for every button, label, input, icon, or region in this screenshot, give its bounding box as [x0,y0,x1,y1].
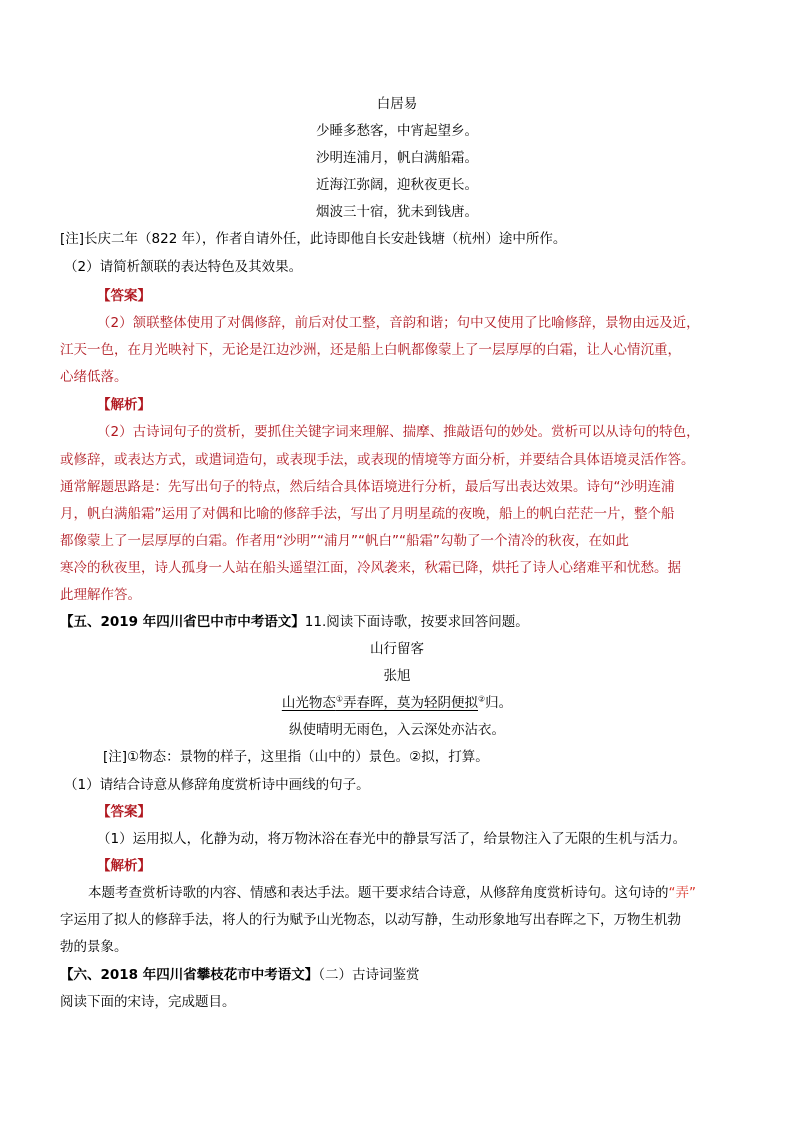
analysis-line-5: 都像蒙上了一层厚厚的白霜。作者用“沙明”“浦月”“帆白”“船霜”勾勒了一个清冷的秋夜，在如此 [60,533,629,549]
poem2-line-1 [0,693,794,713]
poem2-note: [注]①物态：景物的样子，这里指（山中的）景色。②拟，打算。 [103,749,489,765]
poem-line-4: 烟波三十宿，犹未到钱唐。 [316,204,478,220]
section5-analysis-line-3: 勃的景象。 [60,939,128,955]
analysis-line-6: 寒冷的秋夜里，诗人孤身一人站在船头遥望江面，冷风袭来，秋霜已降，烘托了诗人心绪难平和忧愁。据 [60,560,681,576]
line1-part-a: 山光物态 [281,695,336,711]
answer-label: 【答案】 [97,288,151,304]
footnote-mark-2: ② [478,694,486,704]
poem-line-2: 沙明连浦月，帆白满船霜。 [316,150,478,166]
footnote-mark-1: ① [335,694,343,704]
answer-line-1: （2）颔联整体使用了对偶修辞，前后对仗工整，音韵和谐；句中又使用了比喻修辞，景物由远及近， [97,315,700,331]
section6-subtitle: （二）古诗词鉴赏 [318,967,420,983]
line1-part-b: 弄春晖，莫为轻阴便拟 [343,695,478,711]
question-text: （2）请简析颔联的表达特色及其效果。 [64,259,303,275]
section5-heading: 【五、2019 年四川省巴中市中考语文】 [60,614,305,630]
section6-header [60,965,780,985]
underlined-sentence [282,695,478,711]
section6-task: 阅读下面的宋诗，完成题目。 [60,994,236,1010]
section5-analysis-line-1 [88,883,778,903]
analysis-line-4: 月，帆白满船霜”运用了对偶和比喻的修辞手法，写出了月明星疏的夜晚，船上的帆白茫茫一片，整个船 [60,506,675,522]
section5-task: 11.阅读下面诗歌，按要求回答问题。 [304,614,529,630]
poem-line-3: 近海江弥阔，迎秋夜更长。 [316,177,478,193]
analysis-line-3: 通常解题思路是：先写出句子的特点，然后结合具体语境进行分析，最后写出表达效果。诗句“沙明连浦 [60,479,675,495]
poem-note: [注]长庆二年（822 年），作者自请外任，此诗即他自长安赴钱塘（杭州）途中所作。 [60,231,567,247]
answer-line-2: 江天一色，在月光映衬下，无论是江边沙洲，还是船上白帆都像蒙上了一层厚厚的白霜，让人心情沉重， [60,342,681,358]
answer-line-3: 心绪低落。 [60,369,128,385]
analysis-highlight: “弄” [668,885,696,901]
section6-heading: 【六、2018 年四川省攀枝花市中考语文】 [60,967,319,983]
section5-answer-label: 【答案】 [97,804,151,820]
section5-header [60,612,780,632]
poem2-author: 张旭 [383,668,411,684]
poem2-line-2: 纵使晴明无雨色，入云深处亦沾衣。 [289,722,505,738]
analysis-line-1: （2）古诗词句子的赏析，要抓住关键字词来理解、揣摩、推敲语句的妙处。赏析可以从诗句的特色， [97,424,700,440]
analysis-label: 【解析】 [97,397,151,413]
analysis-line-2: 或修辞，或表达方式，或遣词造句，或表现手法，或表现的情境等方面分析，并要结合具体语境灵活作答。 [60,452,695,468]
section5-analysis-line-2: 字运用了拟人的修辞手法，将人的行为赋予山光物态，以动写静，生动形象地写出春晖之下，万物生机勃 [60,912,681,928]
analysis-line-7: 此理解作答。 [60,587,141,603]
section5-answer: （1）运用拟人，化静为动，将万物沐浴在春光中的静景写活了，给景物注入了无限的生机与活力。 [97,831,687,847]
poem-author: 白居易 [376,96,418,112]
poem2-title: 山行留客 [370,641,424,657]
section5-question: （1）请结合诗意从修辞角度赏析诗中画线的句子。 [64,777,370,793]
line1-part-c: 归。 [485,695,513,711]
poem-line-1: 少睡多愁客，中宵起望乡。 [316,123,478,139]
section5-analysis-label: 【解析】 [97,858,151,874]
analysis-text-1: 本题考查赏析诗歌的内容、情感和表达手法。题干要求结合诗意，从修辞角度赏析诗句。这句诗的 [88,885,669,901]
